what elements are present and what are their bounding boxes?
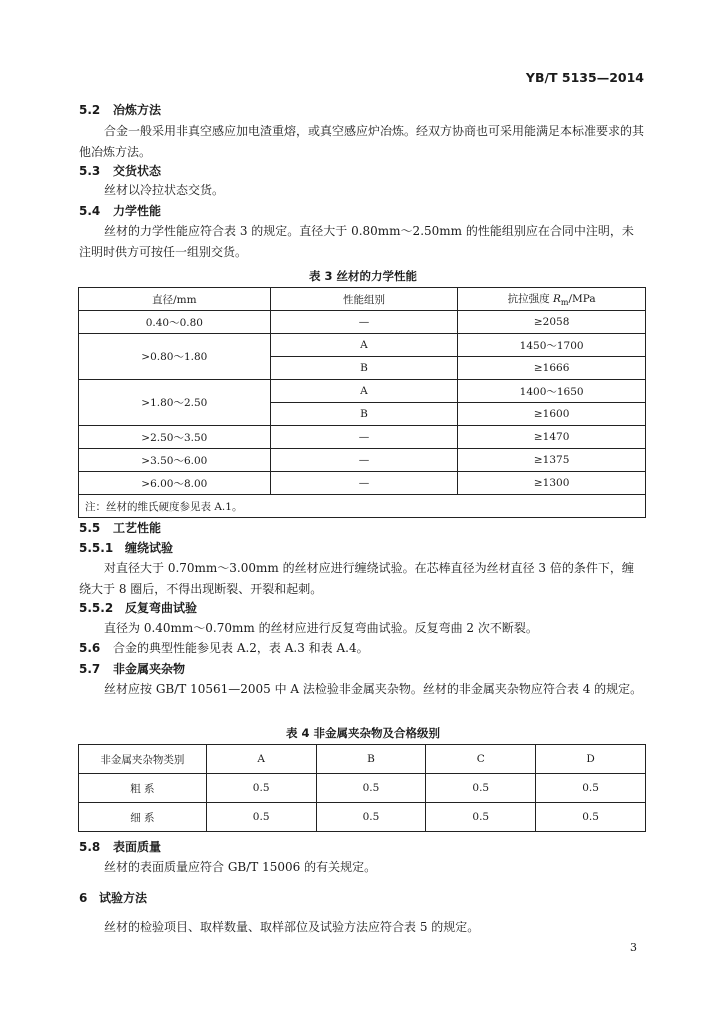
- section-5-6: [79, 639, 369, 656]
- section-title: 反复弯曲试验: [125, 601, 198, 615]
- section-number: 5.2: [79, 103, 101, 117]
- table-cell: 0.5: [316, 774, 426, 803]
- header-cell: 非金属夹杂物类别: [79, 745, 207, 774]
- table-cell: ≥1300: [458, 472, 646, 495]
- section-title: 缠绕试验: [125, 541, 174, 555]
- table-note: 注：丝材的维氏硬度参见表 A.1。: [79, 495, 646, 518]
- page-number: 3: [630, 941, 637, 954]
- section-5-2-text: 合金一般采用非真空感应加电渣重熔，或真空感应炉冶炼。经双方协商也可采用能满足本标准要求的其他冶炼方法。: [79, 124, 645, 159]
- section-title: 试验方法: [99, 891, 148, 905]
- section-6-text: 丝材的检验项目、取样数量、取样部位及试验方法应符合表 5 的规定。: [104, 920, 480, 934]
- table-row: [79, 803, 646, 832]
- table-cell: A: [270, 334, 458, 357]
- section-5-2-heading: [79, 101, 161, 118]
- table-cell: B: [270, 357, 458, 380]
- section-6-heading: [79, 889, 147, 906]
- section-title: 力学性能: [113, 204, 162, 218]
- table-row: [79, 774, 646, 803]
- table-cell: 1400～1650: [458, 380, 646, 403]
- section-number: 5.5.1: [79, 541, 114, 555]
- table-cell: —: [270, 426, 458, 449]
- table-4-caption: 表 4 非金属夹杂物及合格级别: [285, 726, 440, 740]
- section-number: 5.6: [79, 641, 101, 655]
- table-row: [79, 311, 646, 334]
- section-number: 5.4: [79, 204, 101, 218]
- standard-code: YB/T 5135—2014: [525, 70, 644, 85]
- section-5-5-1-heading: [79, 539, 173, 556]
- table-cell: >2.50～3.50: [79, 426, 271, 449]
- section-5-5-2-heading: [79, 599, 197, 616]
- table-cell: 0.40～0.80: [79, 311, 271, 334]
- header-cell: 直径/mm: [79, 288, 271, 311]
- section-5-3-heading: [79, 162, 161, 179]
- table-cell: —: [270, 311, 458, 334]
- section-5-7-text: 丝材应按 GB/T 10561—2005 中 A 法检验非金属夹杂物。丝材的非金属夹杂物应符合表 4 的规定。: [104, 682, 643, 696]
- section-5-4-text: 丝材的力学性能应符合表 3 的规定。直径大于 0.80mm～2.50mm 的性能组别应在合同中注明，未注明时供方可按任一组别交货。: [79, 224, 634, 259]
- section-5-5-1-text: 对直径大于 0.70mm～3.00mm 的丝材应进行缠绕试验。在芯棒直径为丝材直径 3 倍的条件下，缠绕大于 8 圈后，不得出现断裂、开裂和起刺。: [79, 561, 634, 596]
- section-number: 5.5: [79, 521, 101, 535]
- table-header-row: [79, 745, 646, 774]
- header-cell: B: [316, 745, 426, 774]
- section-title: 表面质量: [113, 840, 162, 854]
- table-3: [78, 287, 646, 518]
- table-cell: >1.80～2.50: [79, 380, 271, 426]
- table-cell: 粗 系: [79, 774, 207, 803]
- header-cell: A: [206, 745, 316, 774]
- table-cell: 0.5: [206, 803, 316, 832]
- table-cell: ≥1375: [458, 449, 646, 472]
- table-row: [79, 426, 646, 449]
- section-title: 工艺性能: [113, 521, 162, 535]
- section-number: 5.3: [79, 164, 101, 178]
- table-cell: ≥1470: [458, 426, 646, 449]
- section-text: 合金的典型性能参见表 A.2，表 A.3 和表 A.4。: [113, 641, 369, 655]
- table-header-row: [79, 288, 646, 311]
- table-cell: 1450～1700: [458, 334, 646, 357]
- table-cell: 细 系: [79, 803, 207, 832]
- section-number: 5.8: [79, 840, 101, 854]
- table-row: [79, 449, 646, 472]
- table-cell: 0.5: [536, 803, 646, 832]
- table-cell: —: [270, 472, 458, 495]
- header-cell: 抗拉强度 $R_m$/MPa: [458, 288, 646, 311]
- table-row: [79, 472, 646, 495]
- table-cell: A: [270, 380, 458, 403]
- section-number: 5.7: [79, 662, 101, 676]
- table-cell: 0.5: [206, 774, 316, 803]
- table-cell: ≥1666: [458, 357, 646, 380]
- table-cell: 0.5: [536, 774, 646, 803]
- header-cell: D: [536, 745, 646, 774]
- table-cell: 0.5: [316, 803, 426, 832]
- table-cell: 0.5: [426, 803, 536, 832]
- section-title: 冶炼方法: [113, 103, 162, 117]
- table-cell: ≥1600: [458, 403, 646, 426]
- section-title: 非金属夹杂物: [113, 662, 186, 676]
- section-5-7-heading: [79, 660, 185, 677]
- table-cell: B: [270, 403, 458, 426]
- section-5-5-2-text: 直径为 0.40mm～0.70mm 的丝材应进行反复弯曲试验。反复弯曲 2 次不断裂。: [104, 621, 538, 635]
- table-cell: 0.5: [426, 774, 536, 803]
- table-row: [79, 334, 646, 357]
- header-cell: 性能组别: [270, 288, 458, 311]
- table-cell: >6.00～8.00: [79, 472, 271, 495]
- section-5-8-heading: [79, 838, 161, 855]
- table-3-caption: 表 3 丝材的力学性能: [308, 269, 417, 283]
- table-note-row: [79, 495, 646, 518]
- section-title: 交货状态: [113, 164, 162, 178]
- section-5-3-text: 丝材以冷拉状态交货。: [104, 183, 225, 197]
- section-5-8-text: 丝材的表面质量应符合 GB/T 15006 的有关规定。: [104, 860, 377, 874]
- section-5-5-heading: [79, 519, 161, 536]
- table-cell: >0.80～1.80: [79, 334, 271, 380]
- section-5-4-heading: [79, 202, 161, 219]
- header-cell: C: [426, 745, 536, 774]
- section-number: 6: [79, 891, 88, 905]
- table-cell: —: [270, 449, 458, 472]
- section-number: 5.5.2: [79, 601, 114, 615]
- table-cell: ≥2058: [458, 311, 646, 334]
- table-cell: >3.50～6.00: [79, 449, 271, 472]
- table-4: [78, 744, 646, 832]
- table-row: [79, 380, 646, 403]
